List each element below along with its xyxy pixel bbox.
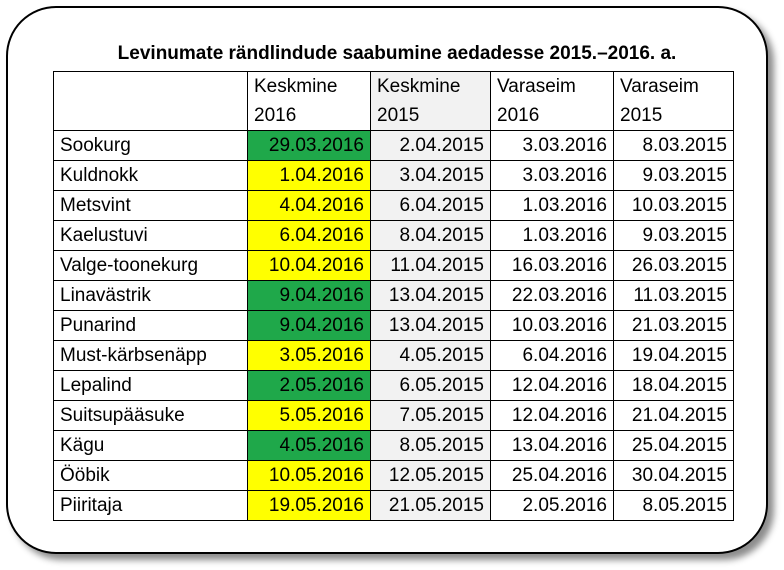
varaseim-2015-cell: 8.03.2015 [614, 131, 734, 161]
varaseim-2016-cell: 2.05.2016 [491, 491, 614, 521]
keskmine-2016-cell: 3.05.2016 [248, 341, 371, 371]
keskmine-2016-cell: 29.03.2016 [248, 131, 371, 161]
varaseim-2016-cell: 12.04.2016 [491, 401, 614, 431]
bird-name-cell: Kaelustuvi [54, 221, 248, 251]
table-row [54, 461, 734, 491]
header-keskmine-2016-line2: 2016 [248, 101, 371, 131]
keskmine-2016-cell: 9.04.2016 [248, 311, 371, 341]
table-title: Levinumate rändlindude saabumine aedadesse 2015.–2016. a. [117, 43, 677, 64]
header-varaseim-2016-line1: Varaseim [491, 72, 614, 102]
header-keskmine-2015-line1: Keskmine [371, 72, 491, 102]
table-body [54, 131, 734, 521]
bird-name-cell: Kuldnokk [54, 161, 248, 191]
keskmine-2016-cell: 4.04.2016 [248, 191, 371, 221]
varaseim-2016-cell: 22.03.2016 [491, 281, 614, 311]
varaseim-2016-cell: 1.03.2016 [491, 221, 614, 251]
keskmine-2015-cell: 7.05.2015 [371, 401, 491, 431]
keskmine-2016-cell: 9.04.2016 [248, 281, 371, 311]
header-bird [54, 72, 248, 131]
table-row [54, 401, 734, 431]
varaseim-2015-cell: 18.04.2015 [614, 371, 734, 401]
header-row-line1 [54, 72, 734, 102]
keskmine-2015-cell: 12.05.2015 [371, 461, 491, 491]
keskmine-2015-cell: 11.04.2015 [371, 251, 491, 281]
keskmine-2015-cell: 2.04.2015 [371, 131, 491, 161]
keskmine-2015-cell: 8.04.2015 [371, 221, 491, 251]
varaseim-2015-cell: 25.04.2015 [614, 431, 734, 461]
keskmine-2016-cell: 5.05.2016 [248, 401, 371, 431]
keskmine-2016-cell: 6.04.2016 [248, 221, 371, 251]
varaseim-2015-cell: 19.04.2015 [614, 341, 734, 371]
table-row [54, 341, 734, 371]
table-row [54, 491, 734, 521]
varaseim-2015-cell: 30.04.2015 [614, 461, 734, 491]
varaseim-2015-cell: 8.05.2015 [614, 491, 734, 521]
header-varaseim-2015-line1: Varaseim [614, 72, 734, 102]
varaseim-2016-cell: 3.03.2016 [491, 131, 614, 161]
keskmine-2015-cell: 13.04.2015 [371, 281, 491, 311]
varaseim-2016-cell: 25.04.2016 [491, 461, 614, 491]
bird-name-cell: Sookurg [54, 131, 248, 161]
keskmine-2016-cell: 10.05.2016 [248, 461, 371, 491]
keskmine-2016-cell: 19.05.2016 [248, 491, 371, 521]
keskmine-2016-cell: 10.04.2016 [248, 251, 371, 281]
table-row [54, 191, 734, 221]
varaseim-2015-cell: 21.04.2015 [614, 401, 734, 431]
bird-name-cell: Lepalind [54, 371, 248, 401]
bird-name-cell: Punarind [54, 311, 248, 341]
bird-name-cell: Piiritaja [54, 491, 248, 521]
varaseim-2016-cell: 16.03.2016 [491, 251, 614, 281]
varaseim-2015-cell: 10.03.2015 [614, 191, 734, 221]
arrival-table [53, 71, 734, 521]
varaseim-2016-cell: 6.04.2016 [491, 341, 614, 371]
varaseim-2016-cell: 13.04.2016 [491, 431, 614, 461]
keskmine-2015-cell: 6.04.2015 [371, 191, 491, 221]
bird-name-cell: Linavästrik [54, 281, 248, 311]
bird-name-cell: Suitsupääsuke [54, 401, 248, 431]
varaseim-2016-cell: 12.04.2016 [491, 371, 614, 401]
varaseim-2015-cell: 11.03.2015 [614, 281, 734, 311]
table-row [54, 221, 734, 251]
header-keskmine-2015-line2: 2015 [371, 101, 491, 131]
keskmine-2016-cell: 4.05.2016 [248, 431, 371, 461]
header-keskmine-2016-line1: Keskmine [248, 72, 371, 102]
keskmine-2015-cell: 6.05.2015 [371, 371, 491, 401]
table-row [54, 281, 734, 311]
keskmine-2016-cell: 2.05.2016 [248, 371, 371, 401]
keskmine-2015-cell: 8.05.2015 [371, 431, 491, 461]
table-row [54, 161, 734, 191]
bird-name-cell: Valge-toonekurg [54, 251, 248, 281]
header-varaseim-2016-line2: 2016 [491, 101, 614, 131]
table-row [54, 131, 734, 161]
keskmine-2015-cell: 3.04.2015 [371, 161, 491, 191]
table-row [54, 251, 734, 281]
table-row [54, 311, 734, 341]
bird-name-cell: Must-kärbsenäpp [54, 341, 248, 371]
keskmine-2015-cell: 13.04.2015 [371, 311, 491, 341]
bird-name-cell: Kägu [54, 431, 248, 461]
keskmine-2015-cell: 21.05.2015 [371, 491, 491, 521]
keskmine-2015-cell: 4.05.2015 [371, 341, 491, 371]
varaseim-2016-cell: 3.03.2016 [491, 161, 614, 191]
table-row [54, 371, 734, 401]
bird-name-cell: Ööbik [54, 461, 248, 491]
varaseim-2015-cell: 9.03.2015 [614, 221, 734, 251]
header-varaseim-2015-line2: 2015 [614, 101, 734, 131]
varaseim-2016-cell: 1.03.2016 [491, 191, 614, 221]
varaseim-2016-cell: 10.03.2016 [491, 311, 614, 341]
table-row [54, 431, 734, 461]
table-header [54, 72, 734, 131]
varaseim-2015-cell: 9.03.2015 [614, 161, 734, 191]
bird-name-cell: Metsvint [54, 191, 248, 221]
varaseim-2015-cell: 21.03.2015 [614, 311, 734, 341]
keskmine-2016-cell: 1.04.2016 [248, 161, 371, 191]
varaseim-2015-cell: 26.03.2015 [614, 251, 734, 281]
